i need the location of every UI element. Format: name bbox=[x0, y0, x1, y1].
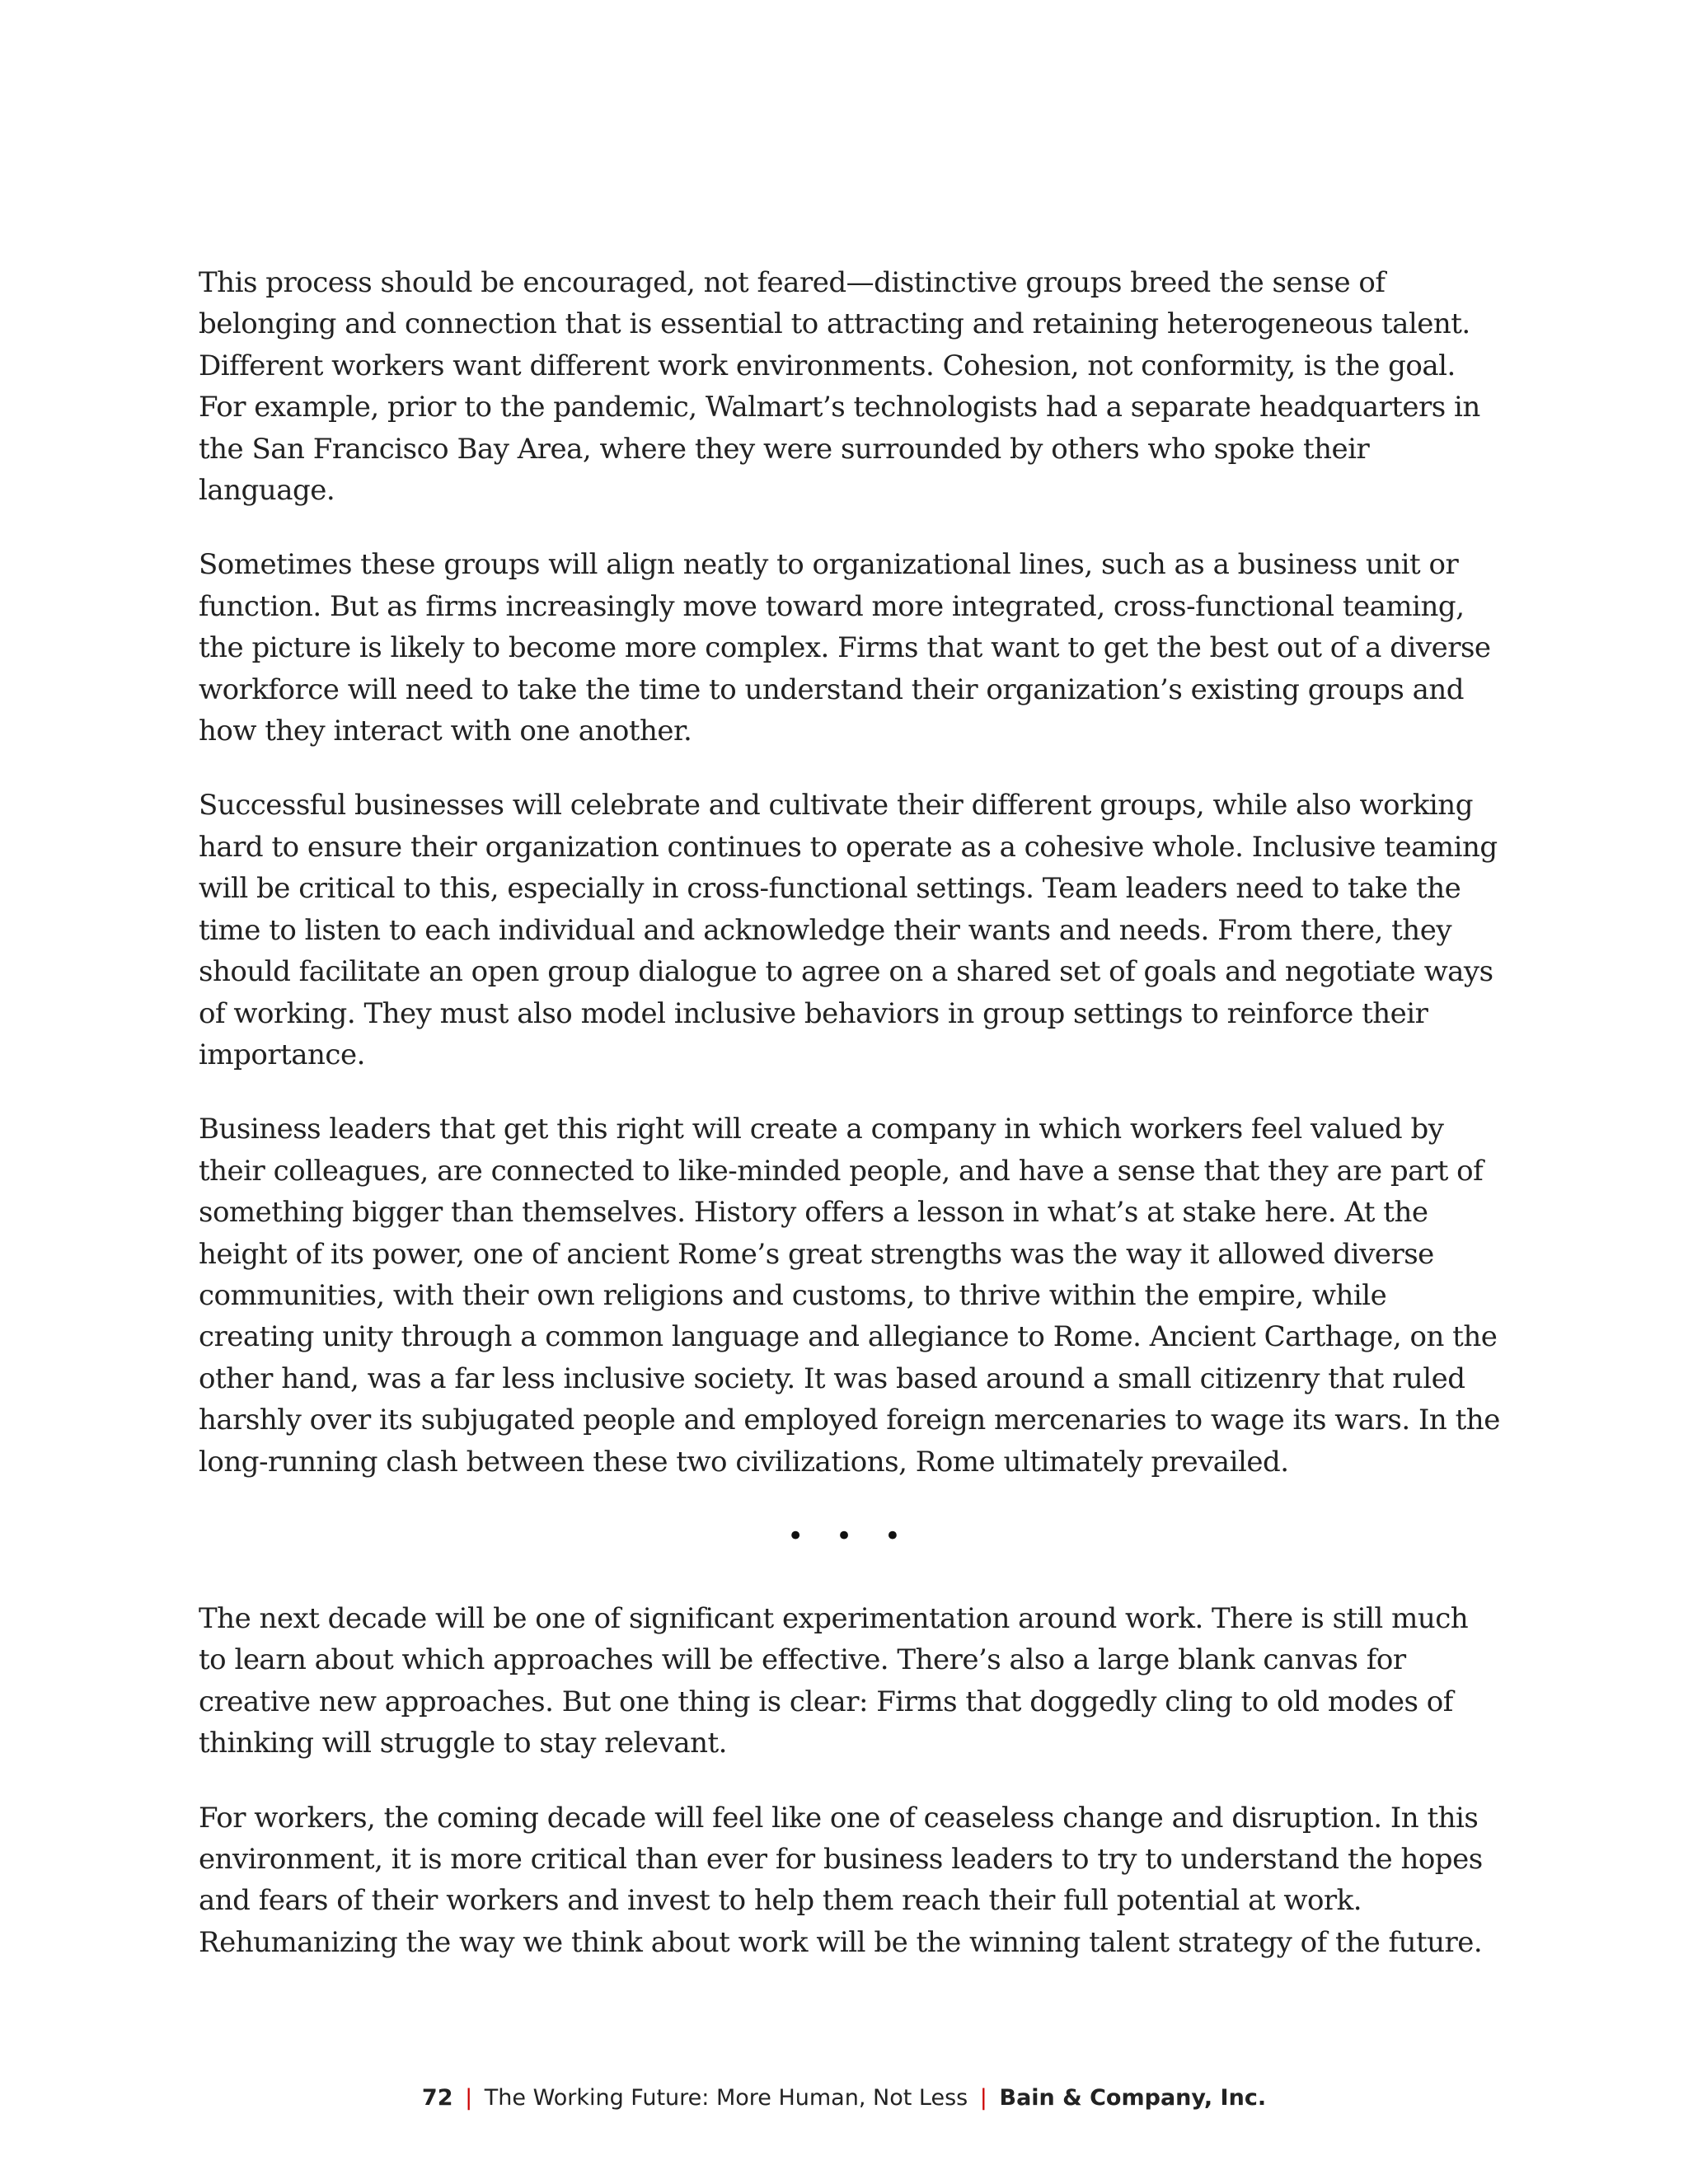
paragraph-organizational-lines: Sometimes these groups will align neatly to organizational lines, such as a business unit or function. But as firms increasingly move toward more integrated, cross-functional teaming, the picture is likely to become more complex. Firms that want to get the best out of a diverse workforce will need to take the time to understand their organization’s existing groups and how they interact with one another. bbox=[199, 548, 1491, 748]
page-footer bbox=[0, 2082, 1688, 2115]
footer-divider: | bbox=[465, 2085, 473, 2111]
article-body bbox=[199, 262, 1501, 1996]
paragraph-rome-carthage: Business leaders that get this right will create a company in which workers feel valued by their colleagues, are connected to like-minded people, and have a sense that they are part of something bigger than themselves. History offers a lesson in what’s at stake here. At the height of its power, one of ancient Rome’s great strengths was the way it allowed diverse communities, with their own religions and customs, to thrive within the empire, while creating unity through a common language and allegiance to Rome. Ancient Carthage, on the other hand, was a far less inclusive society. It was based around a small citizenry that ruled harshly over its subjugated people and employed foreign mercenaries to wage its wars. In the long-running clash between these two civilizations, Rome ultimately prevailed. bbox=[199, 1113, 1500, 1479]
section-separator: • • • bbox=[787, 1519, 912, 1553]
paragraph-inclusive-teaming: Successful businesses will celebrate and cultivate their different groups, while also working hard to ensure their organization continues to operate as a cohesive whole. Inclusive teaming will be critical to this, especially in cross-functional settings. Team leaders need to take the time to listen to each individual and acknowledge their wants and needs. From there, they should facilitate an open group dialogue to agree on a shared set of goals and negotiate ways of working. They must also model inclusive behaviors in group settings to reinforce their importance. bbox=[199, 789, 1498, 1071]
paragraph-workers-future: For workers, the coming decade will feel like one of ceaseless change and disruption. In this environment, it is more critical than ever for business leaders to try to understand the hopes and fears of their workers and invest to help them reach their full potential at work. Rehumanizing the way we think about work will be the winning talent strategy of the future. bbox=[199, 1801, 1483, 1959]
publication-title: The Working Future: More Human, Not Less bbox=[484, 2085, 968, 2111]
page-number: 72 bbox=[421, 2085, 453, 2111]
footer-divider: | bbox=[979, 2085, 987, 2111]
company-name: Bain & Company, Inc. bbox=[999, 2085, 1267, 2111]
paragraph-next-decade: The next decade will be one of significant experimentation around work. There is still much to learn about which approaches will be effective. There’s also a large blank canvas for creative new approaches. But one thing is clear: Firms that doggedly cling to old modes of thinking will struggle to stay relevant. bbox=[199, 1601, 1469, 1760]
paragraph-belonging: This process should be encouraged, not feared—distinctive groups breed the sense of belonging and connection that is essential to attracting and retaining heterogeneous talent. Different workers want different work environments. Cohesion, not conformity, is the goal. For example, prior to the pandemic, Walmart’s technologists had a separate headquarters in the San Francisco Bay Area, where they were surrounded by others who spoke their language. bbox=[199, 266, 1480, 508]
